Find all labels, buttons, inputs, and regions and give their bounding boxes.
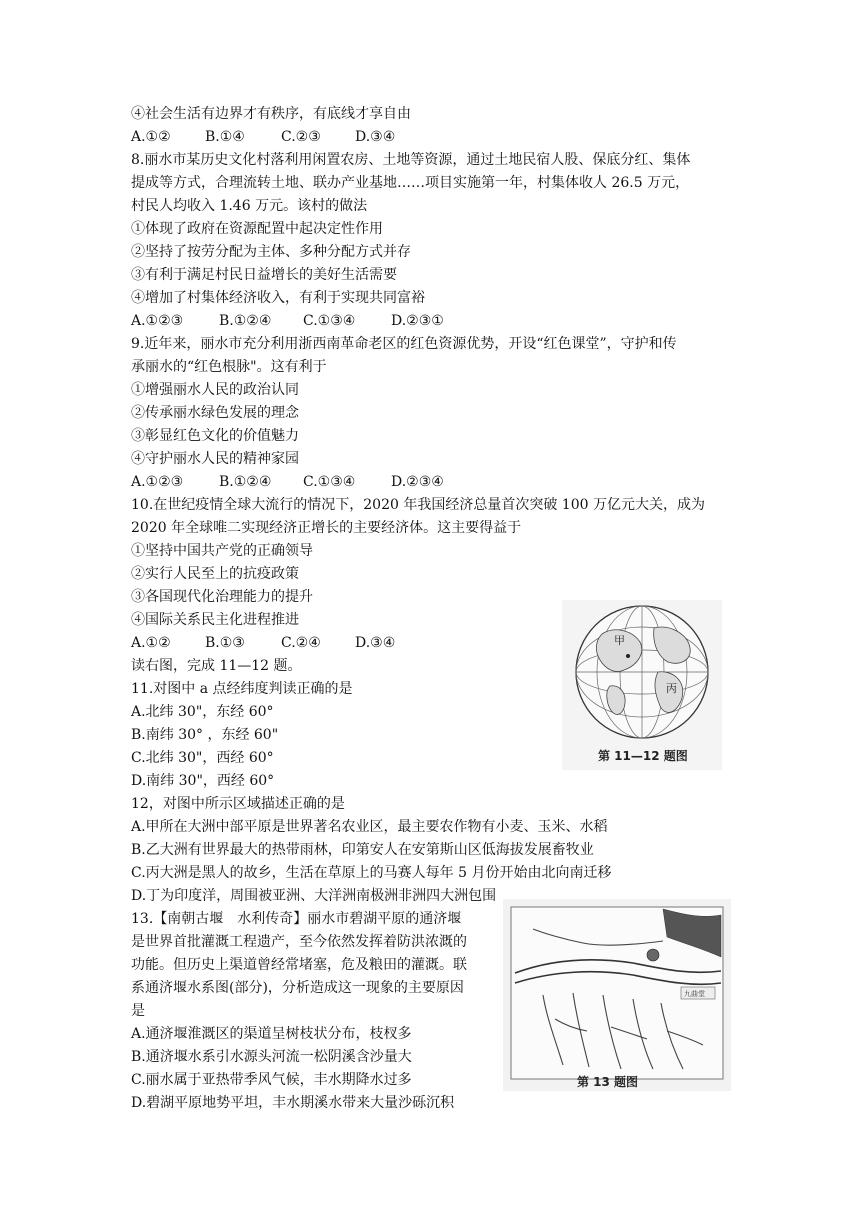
q11-option-b: B.南纬 30° ，东经 60" <box>131 727 279 743</box>
q11-12-intro: 读右图，完成 11—12 题。 <box>131 658 302 674</box>
q12-stem: 12，对图中所示区域描述正确的是 <box>131 796 345 812</box>
q11-stem: 11.对图中 a 点经纬度判读正确的是 <box>131 681 353 697</box>
q13-stem-line-1: 13.【南朝古堰 水利传奇】丽水市碧湖平原的通济堰 <box>131 911 462 927</box>
q9-answer-choices <box>131 472 444 492</box>
q10-answer-choices <box>131 633 395 653</box>
q9-option-4: ④守护丽水人民的精神家园 <box>131 451 299 467</box>
choice-d: D.③④ <box>355 635 396 651</box>
q12-option-a: A.甲所在大洲中部平原是世界著名农业区，最主要农作物有小麦、玉米、水稻 <box>131 819 608 835</box>
q11-option-c: C.北纬 30"，西经 60° <box>131 750 274 766</box>
choice-c: C.②③ <box>281 129 321 145</box>
q9-stem-line-2: 承丽水的“红色根脉"。这有利于 <box>131 359 327 375</box>
q8-stem-line-2: 提成等方式，合理流转土地、联办产业基地……项目实施第一年，村集体收人 26.5 万元， <box>131 175 690 191</box>
canal-label: 九曲堂 <box>684 990 705 998</box>
q13-option-b: B.通济堰水系引水源头河流一松阴溪含沙量大 <box>131 1049 412 1065</box>
q12-option-b: B.乙大洲有世界最大的热带雨林，印第安人在安第斯山区低海拔发展畜牧业 <box>131 842 594 858</box>
q8-stem-line-1: 8.丽水市某历史文化村落利用闲置农房、土地等资源，通过土地民宿人股、保底分红、集体 <box>131 152 691 168</box>
q10-stem-line-2: 2020 年全球唯二实现经济正增长的主要经济体。这主要得益于 <box>131 520 522 536</box>
q13-stem-line-4: 系通济堰水系图(部分)，分析造成这一现象的主要原因 <box>131 980 464 996</box>
q10-stem-line-1: 10.在世纪疫情全球大流行的情况下，2020 年我国经济总量首次突破 100 万亿元大关，成为 <box>131 497 705 513</box>
choice-a: A.①② <box>131 635 171 651</box>
q8-option-2: ②坚持了按劳分配为主体、多种分配方式并存 <box>131 244 411 260</box>
choice-c: C.①③④ <box>303 474 356 490</box>
q8-answer-choices <box>131 311 444 331</box>
choice-d: D.②③④ <box>391 474 444 490</box>
choice-d: D.③④ <box>355 129 396 145</box>
choice-a: A.①② <box>131 129 171 145</box>
choice-c: C.①③④ <box>303 313 356 329</box>
canal-map-figure <box>503 899 731 1091</box>
q13-stem-line-2: 是世界首批灌溉工程遗产，至今依然发挥着防洪浓溉的 <box>131 934 467 950</box>
q7-answer-choices <box>131 127 395 147</box>
q9-option-3: ③彰显红色文化的价值魅力 <box>131 428 299 444</box>
q8-option-4: ④增加了村集体经济收入，有利于实现共同富裕 <box>131 290 425 306</box>
globe-map-figure <box>562 600 722 770</box>
q11-option-d: D.南纬 30"，西经 60° <box>131 773 275 789</box>
choice-d: D.②③① <box>391 313 444 329</box>
q10-option-4: ④国际关系民主化进程推进 <box>131 612 299 628</box>
q13-option-c: C.丽水属于亚热带季风气候，丰水期降水过多 <box>131 1072 412 1088</box>
q13-stem-line-5: 是 <box>131 1003 145 1019</box>
globe-label-bing: 丙 <box>666 682 677 695</box>
q13-option-a: A.通济堰淮溉区的渠道呈树枝状分布，枝杈多 <box>131 1026 412 1042</box>
q12-option-d: D.丁为印度洋，周围被亚洲、大洋洲南极洲非洲四大洲包围 <box>131 888 497 904</box>
choice-b: B.①②④ <box>219 313 272 329</box>
choice-c: C.②④ <box>281 635 321 651</box>
q13-stem-line-3: 功能。但历史上渠道曾经常堵塞，危及粮田的灌溉。联 <box>131 957 467 973</box>
q10-option-2: ②实行人民至上的抗疫政策 <box>131 566 299 582</box>
choice-b: B.①③ <box>205 635 245 651</box>
q9-stem-line-1: 9.近年来，丽水市充分利用浙西南革命老区的红色资源优势，开设“红色课堂”，守护和传 <box>131 336 677 352</box>
q8-option-1: ①体现了政府在资源配置中起决定性作用 <box>131 221 383 237</box>
globe-caption: 第 11—12 题图 <box>598 749 688 763</box>
canal-caption: 第 13 题图 <box>577 1075 639 1089</box>
q8-stem-line-3: 村民人均收入 1.46 万元。该村的做法 <box>131 198 368 214</box>
choice-a: A.①②③ <box>131 313 184 329</box>
q11-option-a: A.北纬 30"，东经 60° <box>131 704 274 720</box>
q13-option-d: D.碧湖平原地势平坦，丰水期溪水带来大量沙砾沉积 <box>131 1095 455 1111</box>
q9-option-2: ②传承丽水绿色发展的理念 <box>131 405 299 421</box>
q7-option-4: ④社会生活有边界才有秩序，有底线才享自由 <box>131 106 411 122</box>
q12-option-c: C.丙大洲是黑人的故乡，生活在草原上的马赛人每年 5 月份开始由北向南迁移 <box>131 865 612 881</box>
q10-option-3: ③各国现代化治理能力的提升 <box>131 589 313 605</box>
choice-a: A.①②③ <box>131 474 184 490</box>
q10-option-1: ①坚持中国共产党的正确领导 <box>131 543 313 559</box>
choice-b: B.①②④ <box>219 474 272 490</box>
q8-option-3: ③有利于满足村民日益增长的美好生活需要 <box>131 267 397 283</box>
q9-option-1: ①增强丽水人民的政治认同 <box>131 382 299 398</box>
choice-b: B.①④ <box>205 129 245 145</box>
globe-label-jia: 甲 <box>614 634 625 647</box>
